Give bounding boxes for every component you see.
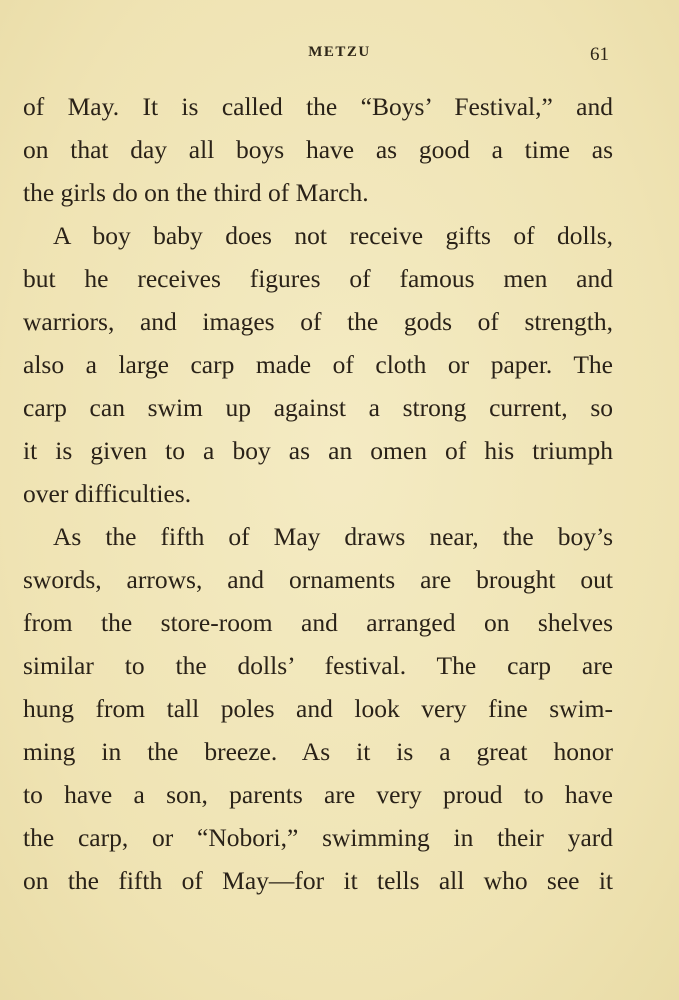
text-line: ming in the breeze. As it is a great honor	[23, 737, 613, 766]
text-line: A boy baby does not receive gifts of dolls,	[53, 221, 613, 250]
paragraph	[23, 515, 613, 902]
text-line: on that day all boys have as good a time as	[23, 135, 613, 164]
text-line: swords, arrows, and ornaments are brought out	[23, 565, 613, 594]
text-line: over difficulties.	[23, 479, 192, 508]
paragraph	[23, 85, 613, 214]
text-line: As the fifth of May draws near, the boy’s	[53, 522, 613, 551]
body-text	[23, 85, 613, 902]
text-line: similar to the dolls’ festival. The carp are	[23, 651, 613, 680]
page-number: 61	[590, 44, 609, 65]
text-line: to have a son, parents are very proud to have	[23, 780, 613, 809]
text-line: of May. It is called the “Boys’ Festival,” and	[23, 92, 613, 121]
text-line: the carp, or “Nobori,” swimming in their yard	[23, 823, 613, 852]
text-line: also a large carp made of cloth or paper. The	[23, 350, 613, 379]
text-line: from the store-room and arranged on shelves	[23, 608, 613, 637]
paragraph	[23, 214, 613, 515]
text-line: the girls do on the third of March.	[23, 178, 369, 207]
text-line: but he receives figures of famous men and	[23, 264, 613, 293]
running-head-title: METZU	[308, 44, 371, 60]
text-line: it is given to a boy as an omen of his triumph	[23, 436, 613, 465]
text-line: hung from tall poles and look very fine swim-	[23, 694, 613, 723]
running-head	[0, 44, 679, 68]
text-line: warriors, and images of the gods of strength,	[23, 307, 613, 336]
text-line: carp can swim up against a strong current, so	[23, 393, 613, 422]
text-line: on the fifth of May—for it tells all who see it	[23, 866, 613, 895]
